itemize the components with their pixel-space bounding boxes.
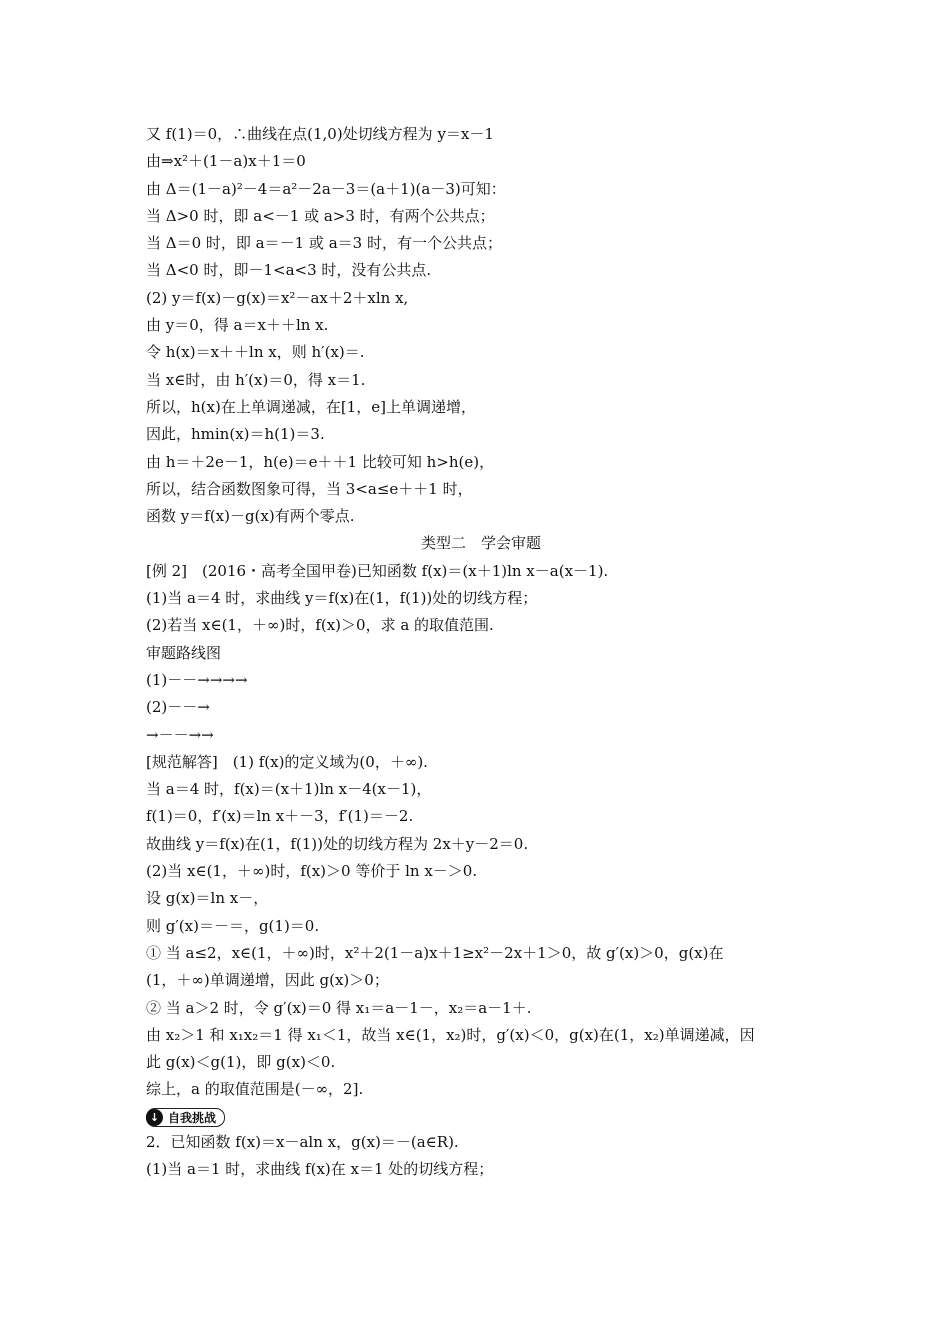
- text-line: (1)当 a＝1 时，求曲线 f(x)在 x＝1 处的切线方程；: [146, 1159, 494, 1178]
- text-line: 所以，h(x)在上单调递减，在[1，e]上单调递增，: [146, 397, 476, 416]
- text-line: 当 x∈时，由 h′(x)＝0，得 x＝1.: [146, 370, 366, 389]
- text-line: (2)－－→: [146, 698, 210, 717]
- text-line: 2．已知函数 f(x)＝x－aln x，g(x)＝－(a∈R).: [146, 1132, 459, 1151]
- text-line: (2)当 x∈(1，＋∞)时，f(x)＞0 等价于 ln x－＞0.: [146, 862, 478, 881]
- badge-label: 自我挑战: [168, 1110, 217, 1125]
- text-line: 由 y＝0，得 a＝x＋＋ln x.: [146, 316, 329, 335]
- text-line: 因此，hmin(x)＝h(1)＝3.: [146, 425, 325, 444]
- text-line: 令 h(x)＝x＋＋ln x，则 h′(x)＝.: [146, 343, 365, 362]
- text-line: 由 h＝＋2e－1，h(e)＝e＋＋1 比较可知 h>h(e)，: [146, 452, 495, 471]
- text-line: 又 f(1)＝0，∴曲线在点(1,0)处切线方程为 y＝x－1: [146, 125, 494, 143]
- text-line: 故曲线 y＝f(x)在(1，f(1))处的切线方程为 2x＋y－2＝0.: [146, 834, 529, 853]
- text-line: 则 g′(x)＝－＝，g(1)＝0.: [146, 916, 320, 935]
- text-line: 由 x₂＞1 和 x₁x₂＝1 得 x₁＜1，故当 x∈(1，x₂)时，g′(x)＜0，g(x)在(1，x₂)单调递减，因: [146, 1025, 755, 1044]
- text-line: 由⇒x²＋(1－a)x＋1＝0: [146, 152, 306, 171]
- solution-part-continued: [146, 121, 816, 530]
- down-arrow-icon: ↓: [146, 1109, 163, 1126]
- text-line: (2)若当 x∈(1，＋∞)时，f(x)＞0，求 a 的取值范围.: [146, 616, 494, 635]
- text-line: 函数 y＝f(x)－g(x)有两个零点.: [146, 507, 355, 526]
- text-line: 审题路线图: [146, 643, 222, 662]
- text-line: 当 Δ>0 时，即 a<－1 或 a>3 时，有两个公共点；: [146, 206, 495, 225]
- example-2: [146, 558, 816, 1104]
- text-line: 当 a＝4 时，f(x)＝(x＋1)ln x－4(x－1)，: [146, 780, 432, 799]
- text-line: f(1)＝0，f′(x)＝ln x＋－3，f′(1)＝－2.: [146, 807, 414, 826]
- text-line: 由 Δ＝(1－a)²－4＝a²－2a－3＝(a＋1)(a－3)可知：: [146, 179, 506, 198]
- text-line: ② 当 a＞2 时，令 g′(x)＝0 得 x₁＝a－1－，x₂＝a－1＋.: [146, 998, 532, 1017]
- exercise-2: [146, 1129, 816, 1184]
- text-line: →－－→→: [146, 725, 214, 744]
- text-line: (1，＋∞)单调递增，因此 g(x)＞0；: [146, 971, 389, 990]
- text-line: (1)－－→→→→: [146, 670, 248, 689]
- text-line: 当 Δ<0 时，即－1<a<3 时，没有公共点.: [146, 261, 432, 280]
- text-line: 综上，a 的取值范围是(－∞，2].: [146, 1080, 364, 1099]
- text-line: [规范解答] (1) f(x)的定义域为(0，＋∞).: [146, 752, 428, 771]
- text-line: ① 当 a≤2，x∈(1，＋∞)时，x²＋2(1－a)x＋1≥x²－2x＋1＞0，故 g′(x)＞0，g(x)在: [146, 943, 724, 962]
- text-line: (1)当 a＝4 时，求曲线 y＝f(x)在(1，f(1))处的切线方程；: [146, 589, 538, 608]
- text-line: 当 Δ＝0 时，即 a＝－1 或 a＝3 时，有一个公共点；: [146, 234, 502, 253]
- text-line: 此 g(x)＜g(1)，即 g(x)＜0.: [146, 1053, 336, 1072]
- text-line: [例 2] (2016・高考全国甲卷)已知函数 f(x)＝(x＋1)ln x－a(x－1).: [146, 561, 609, 580]
- text-line: 设 g(x)＝ln x－，: [146, 889, 269, 908]
- self-challenge-badge: [146, 1108, 225, 1127]
- section-title: 类型二 学会审题: [420, 534, 541, 553]
- text-line: (2) y＝f(x)－g(x)＝x²－ax＋2＋xln x,: [146, 288, 409, 307]
- document-page: [146, 121, 816, 1183]
- text-line: 所以，结合函数图象可得，当 3<a≤e＋＋1 时，: [146, 479, 473, 498]
